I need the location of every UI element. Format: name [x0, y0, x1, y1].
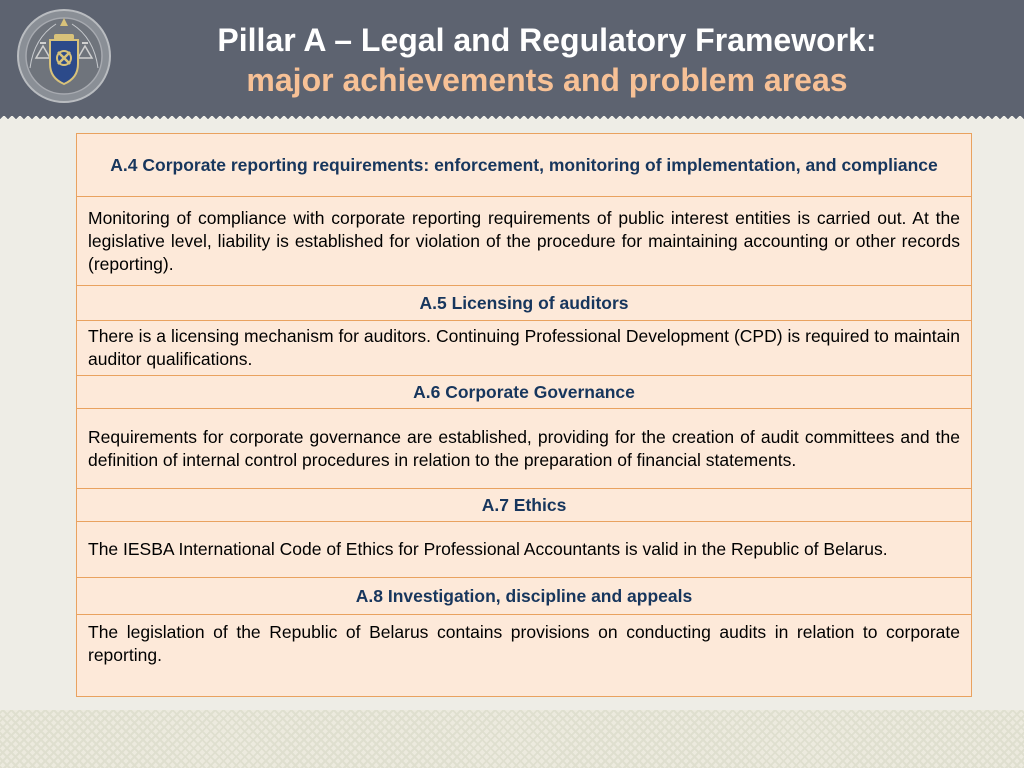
section-body: Monitoring of compliance with corporate reporting requirements of public interest entities is carried out. At the legislative level, liability is established for violation of the procedure for maintaining accounting or other records (reporting).: [77, 197, 972, 286]
table-row: [77, 522, 972, 578]
table-row: [77, 615, 972, 697]
table-row: [77, 578, 972, 615]
table-row: [77, 197, 972, 286]
slide-title: [130, 20, 964, 100]
table-row: [77, 489, 972, 522]
ministry-emblem-icon: [16, 8, 112, 104]
section-body: The IESBA International Code of Ethics for Professional Accountants is valid in the Republic of Belarus.: [77, 522, 972, 578]
section-heading: A.7 Ethics: [77, 489, 972, 522]
section-heading: A.6 Corporate Governance: [77, 376, 972, 409]
section-body: The legislation of the Republic of Belarus contains provisions on conducting audits in relation to corporate reporting.: [77, 615, 972, 697]
title-main: Pillar A – Legal and Regulatory Framework:: [217, 22, 877, 58]
table-row: [77, 376, 972, 409]
section-heading: A.5 Licensing of auditors: [77, 286, 972, 321]
footer-pattern-band: [0, 710, 1024, 768]
achievements-table: [76, 133, 972, 697]
section-heading: A.4 Corporate reporting requirements: enforcement, monitoring of implementation, and compliance: [77, 134, 972, 197]
section-body: Requirements for corporate governance are established, providing for the creation of audit committees and the definition of internal control procedures in relation to the preparation of financial statements.: [77, 409, 972, 489]
title-subtitle: major achievements and problem areas: [246, 62, 848, 98]
table-row: [77, 321, 972, 376]
header-zigzag-border: [0, 114, 1024, 122]
section-heading: A.8 Investigation, discipline and appeals: [77, 578, 972, 615]
achievements-table-container: [76, 133, 972, 697]
table-row: [77, 286, 972, 321]
table-row: [77, 134, 972, 197]
section-body: There is a licensing mechanism for auditors. Continuing Professional Development (CPD) is required to maintain auditor qualifications.: [77, 321, 972, 376]
slide-header: [0, 0, 1024, 116]
table-row: [77, 409, 972, 489]
